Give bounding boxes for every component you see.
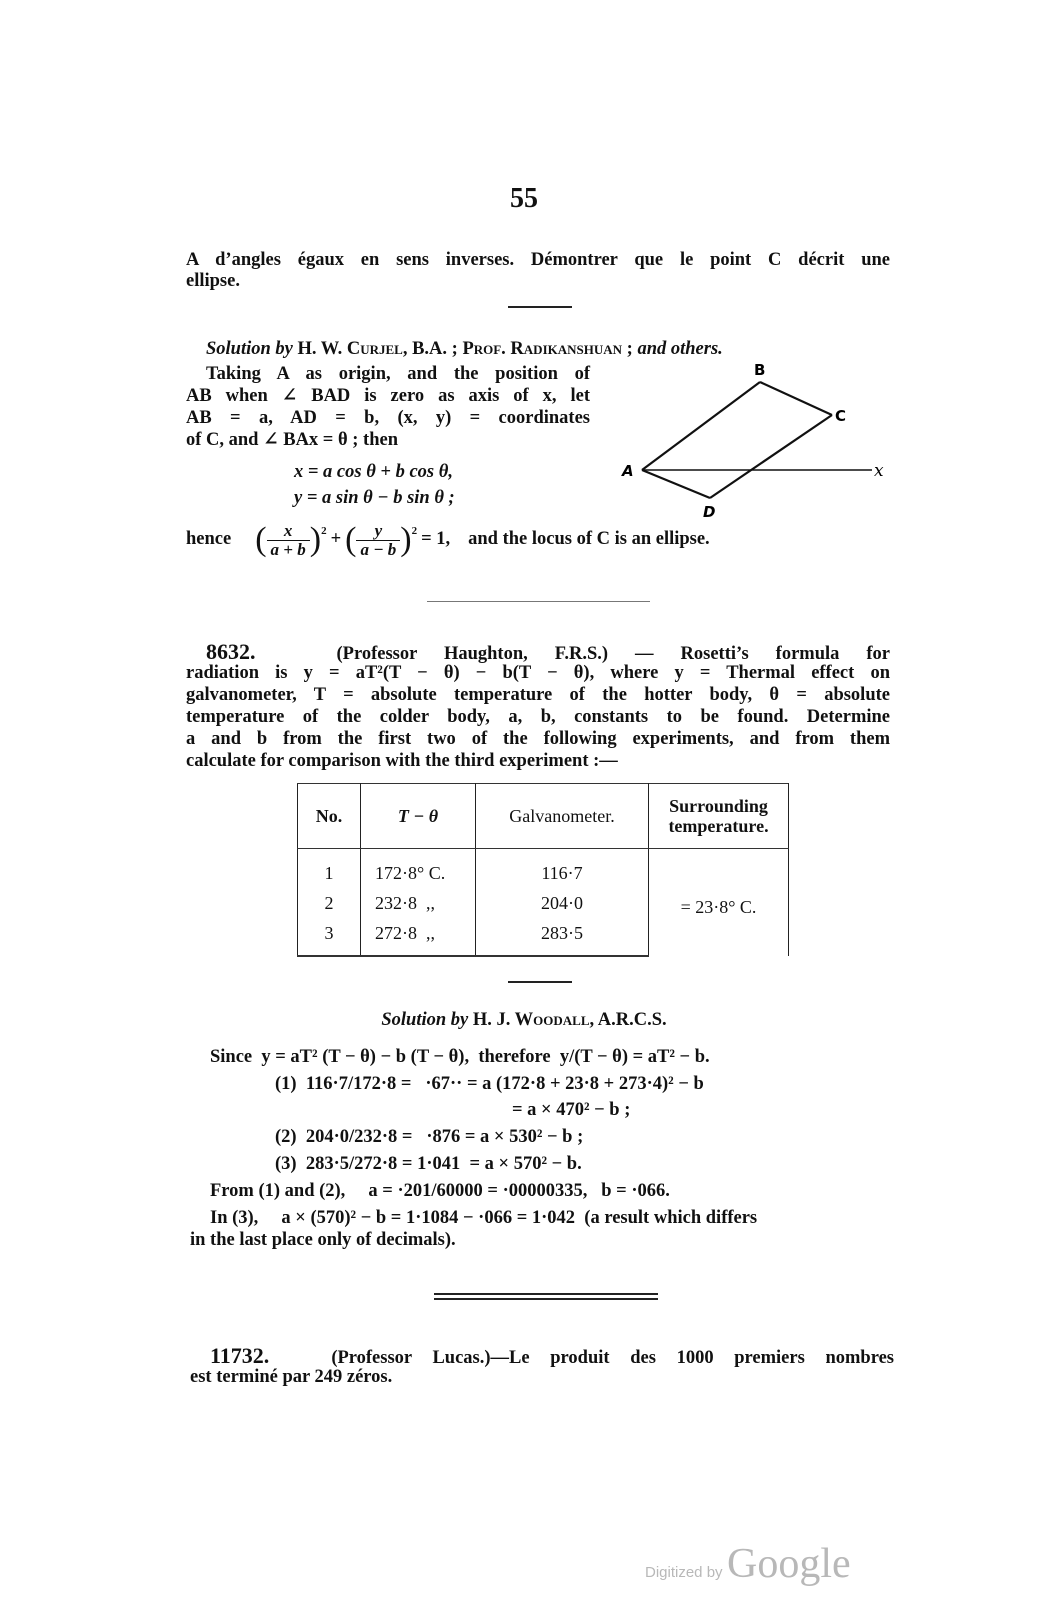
table-row: [298, 849, 789, 889]
close-paren: ): [400, 521, 412, 559]
solution-1-line-4: of C, and ∠ BAx = θ ; then: [186, 430, 398, 450]
in-3-line-1: In (3), a × (570)² − b = 1·1084 − ·066 = 1·042 (a result which differs: [210, 1208, 758, 1228]
fraction-x-numerator: x: [267, 522, 310, 541]
cell-galvanometer: 116·7: [476, 849, 649, 889]
cell-t-theta: 172·8° C.: [361, 849, 476, 889]
problem-8632-line-3: galvanometer, T = absolute temperature of the hotter body, θ = absolute: [186, 685, 890, 705]
header-surrounding-line-2: temperature.: [668, 816, 769, 836]
watermark-google-logo: Google: [727, 1541, 851, 1587]
experiment-table: [297, 783, 789, 957]
google-watermark: [645, 1540, 851, 1588]
problem-11732-line-2: est terminé par 249 zéros.: [190, 1367, 393, 1387]
fraction-x: [267, 522, 310, 559]
fraction-y: [356, 522, 400, 559]
equation-y: y = a sin θ − b sin θ ;: [294, 488, 455, 508]
cell-surrounding: = 23·8° C.: [649, 849, 789, 957]
side-ab: [642, 382, 760, 470]
page-number: 55: [510, 183, 538, 214]
header-surrounding-line-1: Surrounding: [669, 796, 768, 816]
problem-number: 11732.: [210, 1343, 270, 1368]
solution-1-line-2: AB when ∠ BAD is zero as axis of x, let: [186, 386, 590, 406]
section-divider: [508, 981, 572, 983]
solution-others: and others.: [637, 339, 723, 359]
solution-label: Solution by: [206, 339, 293, 359]
solution-authors: H. J. Woodall, A.R.C.S.: [472, 1010, 667, 1030]
step-3: (3) 283·5/272·8 = 1·041 = a × 570² − b.: [275, 1154, 582, 1174]
intro-line-2: ellipse.: [186, 271, 240, 291]
cell-galvanometer: 283·5: [476, 918, 649, 956]
cell-no: 3: [298, 918, 361, 956]
section-divider-faint: [427, 601, 650, 602]
cell-t-theta: 272·8 ,,: [361, 918, 476, 956]
fraction-y-denominator: a − b: [360, 539, 397, 559]
section-divider: [508, 306, 572, 308]
plus-sign: +: [330, 529, 342, 550]
problem-8632-line-6: calculate for comparison with the third experiment :—: [186, 751, 618, 771]
side-bc: [760, 382, 832, 415]
solution-1-line-1: Taking A as origin, and the position of: [206, 364, 590, 384]
cell-no: 2: [298, 888, 361, 918]
step-1-line-b: = a × 470² − b ;: [512, 1100, 631, 1120]
step-1-line-a: (1) 116·7/172·8 = ·67·· = a (172·8 + 23·8 + 273·4)² − b: [275, 1074, 704, 1094]
header-t-theta: T − θ: [361, 784, 476, 849]
solution-2-heading: [0, 1010, 1048, 1032]
solution-authors: H. W. Curjel, B.A. ; Prof. Radikanshuan ;: [297, 339, 633, 359]
since-line: Since y = aT² (T − θ) − b (T − θ), therefore y/(T − θ) = aT² − b.: [210, 1047, 710, 1067]
double-divider-bottom: [434, 1298, 658, 1300]
label-x: x: [874, 461, 884, 481]
exponent-1: 2: [321, 525, 327, 537]
cell-galvanometer: 204·0: [476, 888, 649, 918]
open-paren: (: [255, 521, 267, 559]
from-line: From (1) and (2), a = ·201/60000 = ·00000335, b = ·066.: [210, 1181, 670, 1201]
problem-11732-line-1: [210, 1345, 894, 1370]
hence-word: hence: [186, 529, 232, 550]
header-no: No.: [298, 784, 361, 849]
label-c: C: [835, 407, 847, 425]
cell-no: 1: [298, 849, 361, 889]
problem-8632-heading: (Professor Haughton, F.R.S.) — Rosetti’s formula for: [336, 644, 890, 664]
problem-number: 8632.: [206, 639, 256, 664]
in-3-line-2: in the last place only of decimals).: [190, 1230, 456, 1250]
label-d: D: [703, 503, 716, 520]
conclusion: and the locus of C is an ellipse.: [468, 529, 710, 550]
problem-8632-line-4: temperature of the colder body, a, b, constants to be found. Determine: [186, 707, 890, 727]
equation-x: x = a cos θ + b cos θ,: [294, 462, 453, 482]
fraction-y-numerator: y: [356, 522, 400, 541]
problem-8632-line-5: a and b from the first two of the following experiments, and from them: [186, 729, 890, 749]
problem-8632-line-1: [206, 641, 890, 666]
label-a: A: [622, 462, 634, 480]
double-divider-top: [434, 1293, 658, 1295]
close-paren: ): [309, 521, 322, 559]
label-b: B: [754, 361, 766, 379]
hence-equation: [186, 515, 710, 565]
step-2: (2) 204·0/232·8 = ·876 = a × 530² − b ;: [275, 1127, 584, 1147]
open-paren: (: [345, 521, 357, 559]
exponent-2: 2: [411, 525, 418, 537]
header-galvanometer: Galvanometer.: [476, 784, 649, 849]
solution-1-line-3: AB = a, AD = b, (x, y) = coordinates: [186, 408, 590, 428]
header-surrounding: [649, 784, 789, 849]
solution-label: Solution by: [381, 1010, 469, 1030]
intro-line-1: A d’angles égaux en sens inverses. Démontrer que le point C décrit une: [186, 250, 890, 270]
fraction-x-denominator: a + b: [270, 539, 306, 559]
problem-11732-heading: (Professor Lucas.)—Le produit des 1000 premiers nombres: [331, 1348, 895, 1368]
problem-8632-line-2: radiation is y = aT²(T − θ) − b(T − θ), where y = Thermal effect on: [186, 663, 890, 683]
side-da: [642, 470, 710, 498]
equals-one: = 1,: [421, 529, 451, 550]
cell-t-theta: 232·8 ,,: [361, 888, 476, 918]
table-header-row: [298, 784, 789, 849]
solution-1-heading: [206, 339, 896, 361]
parallelogram-diagram: [610, 360, 900, 520]
side-cd: [710, 415, 832, 498]
watermark-digitized-by: Digitized by: [645, 1564, 723, 1581]
